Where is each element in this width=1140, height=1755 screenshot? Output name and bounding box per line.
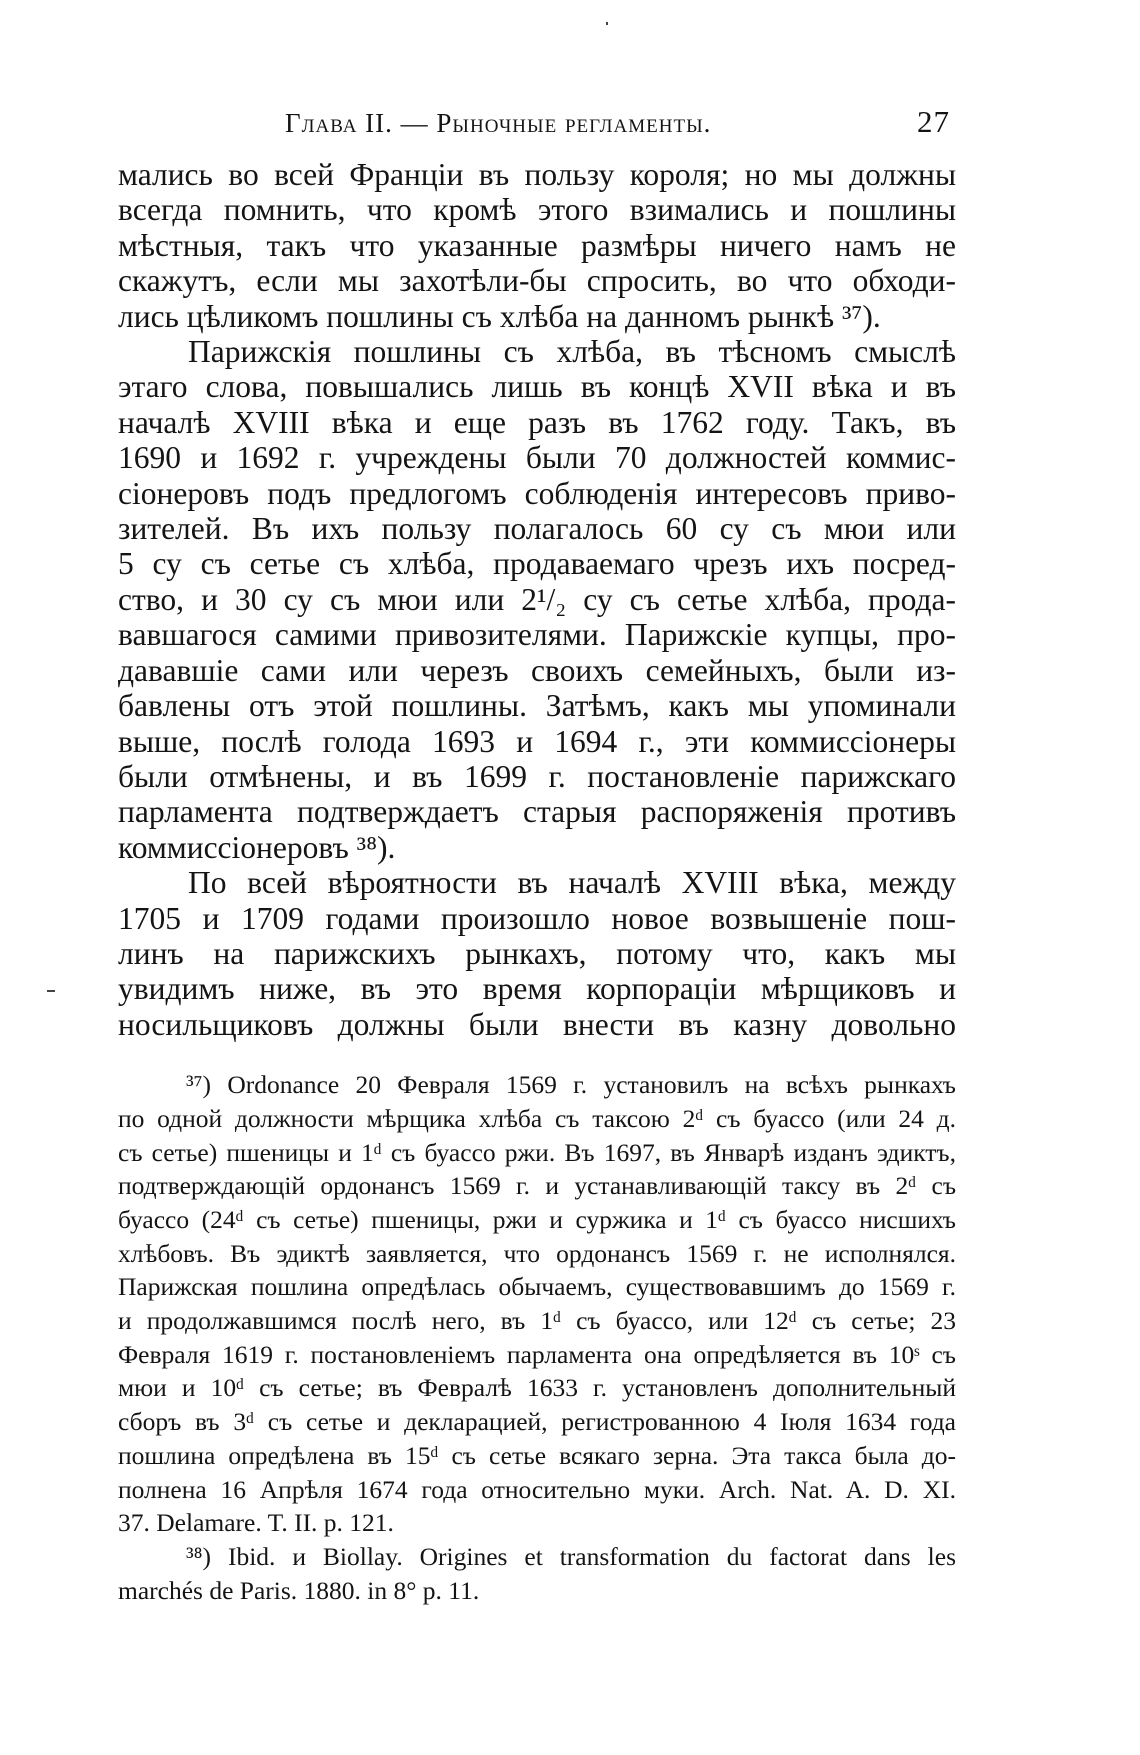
footnote-line: мюи и 10ᵈ съ сетье; въ Февралѣ 1633 г. установленъ дополнительный — [118, 1373, 956, 1403]
footnote-line: и продолжавшимся послѣ него, въ 1ᵈ съ буассо, или 12ᵈ съ сетье; 23 — [118, 1306, 956, 1336]
footnote-line: хлѣбовъ. Въ эдиктѣ заявляется, что ордонансъ 1569 г. не исполнялся. — [118, 1238, 956, 1268]
text-line: 1690 и 1692 г. учреждены были 70 должностей коммис- — [118, 440, 956, 476]
paragraph-1 — [118, 157, 956, 334]
text-line: 5 су съ сетье съ хлѣба, продаваемаго чрезъ ихъ посред- — [118, 546, 956, 582]
footnote-line: Парижская пошлина опредѣлась обычаемъ, существовавшимъ до 1569 г. — [118, 1272, 956, 1302]
chapter-title: Глава II. — Рыночные регламенты. — [285, 108, 712, 138]
text-line: сіонеровъ подъ предлогомъ соблюденія интересовъ приво- — [118, 475, 956, 511]
text-line: мались во всей Франціи въ пользу короля; но мы должны — [118, 157, 956, 192]
text-line: линъ на парижскихъ рынкахъ, потому что, какъ мы — [118, 935, 956, 971]
body-text — [118, 157, 956, 1042]
text-line: увидимъ ниже, въ это время корпораціи мѣрщиковъ и — [118, 971, 956, 1007]
text-line: этаго слова, повышались лишь въ концѣ XVII вѣка и въ — [118, 369, 956, 405]
footnote-line: пошлина опредѣлена въ 15ᵈ съ сетье всякаго зерна. Эта такса была до- — [118, 1440, 956, 1470]
text-line: началѣ XVIII вѣка и еще разъ въ 1762 году. Такъ, въ — [118, 404, 956, 440]
footnote-line: 37. Delamare. T. II. p. 121. — [118, 1508, 394, 1538]
text-line: выше, послѣ голода 1693 и 1694 г., эти коммиссіонеры — [118, 723, 956, 759]
paragraph-2 — [118, 334, 956, 865]
footnote-line: ³⁸) Ibid. и Biollay. Origines et transformation du factorat dans les — [186, 1542, 956, 1571]
footnote-line: Февраля 1619 г. постановленіемъ парламента она опредѣляется въ 10ˢ съ — [118, 1339, 956, 1369]
book-page — [118, 100, 956, 1607]
text-line: Парижскія пошлины съ хлѣба, въ тѣсномъ смыслѣ — [188, 334, 956, 370]
text-line: ство, и 30 су съ мюи или 2¹/₂ су съ сетье хлѣба, прода- — [118, 581, 956, 617]
text-line: всегда помнить, что кромѣ этого взимались и пошлины — [118, 192, 956, 228]
margin-mark — [47, 990, 55, 992]
paragraph-3 — [118, 865, 956, 1042]
footnote-line: по одной должности мѣрщика хлѣба съ таксою 2ᵈ съ буассо (или 24 д. — [118, 1103, 956, 1133]
footnote-37 — [118, 1068, 956, 1540]
text-line: бавлены отъ этой пошлины. Затѣмъ, какъ мы упоминали — [118, 688, 956, 724]
print-speck — [606, 22, 608, 25]
running-head — [118, 100, 956, 140]
footnotes — [118, 1068, 956, 1607]
text-line: были отмѣнены, и въ 1699 г. постановленіе парижскаго — [118, 758, 956, 794]
text-line: лись цѣликомъ пошлины съ хлѣба на данномъ рынкѣ ³⁷). — [118, 298, 881, 334]
footnote-line: сборъ въ 3ᵈ съ сетье и декларацией, регистрованною 4 Іюля 1634 года — [118, 1407, 956, 1437]
footnote-line: ³⁷) Ordonance 20 Февраля 1569 г. установилъ на всѣхъ рынкахъ — [186, 1070, 956, 1100]
footnote-line: marchés de Paris. 1880. in 8° p. 11. — [118, 1575, 480, 1605]
text-line: мѣстныя, такъ что указанные размѣры ничего намъ не — [118, 227, 956, 263]
text-line: дававшіе сами или черезъ своихъ семейныхъ, были из- — [118, 652, 956, 688]
text-line: зителей. Въ ихъ пользу полагалось 60 су съ мюи или — [118, 511, 956, 547]
footnote-line: подтверждающій ордонансъ 1569 г. и устанавливающій таксу въ 2ᵈ съ — [118, 1171, 956, 1201]
footnote-line: съ сетье) пшеницы и 1ᵈ съ буассо ржи. Въ 1697, въ Январѣ изданъ эдиктъ, — [118, 1137, 956, 1167]
text-line: 1705 и 1709 годами произошло новое возвышеніе пош- — [118, 900, 956, 936]
page-number: 27 — [917, 104, 950, 139]
text-line: носильщиковъ должны были внести въ казну довольно — [118, 1006, 956, 1042]
text-line: коммиссіонеровъ ³⁸). — [118, 829, 396, 865]
footnote-line: буассо (24ᵈ съ сетье) пшеницы, ржи и суржика и 1ᵈ съ буассо нисшихъ — [118, 1204, 956, 1234]
footnote-38 — [118, 1540, 956, 1607]
text-line: парламента подтверждаетъ старыя распоряженія противъ — [118, 794, 956, 830]
text-line: скажутъ, если мы захотѣли-бы спросить, во что обходи- — [118, 263, 956, 299]
footnote-line: полнена 16 Апрѣля 1674 года относительно муки. Arch. Nat. A. D. XI. — [118, 1474, 956, 1504]
text-line: вавшагося самими привозителями. Парижскіе купцы, про- — [118, 617, 956, 653]
text-line: По всей вѣроятности въ началѣ XVIII вѣка, между — [188, 865, 956, 901]
